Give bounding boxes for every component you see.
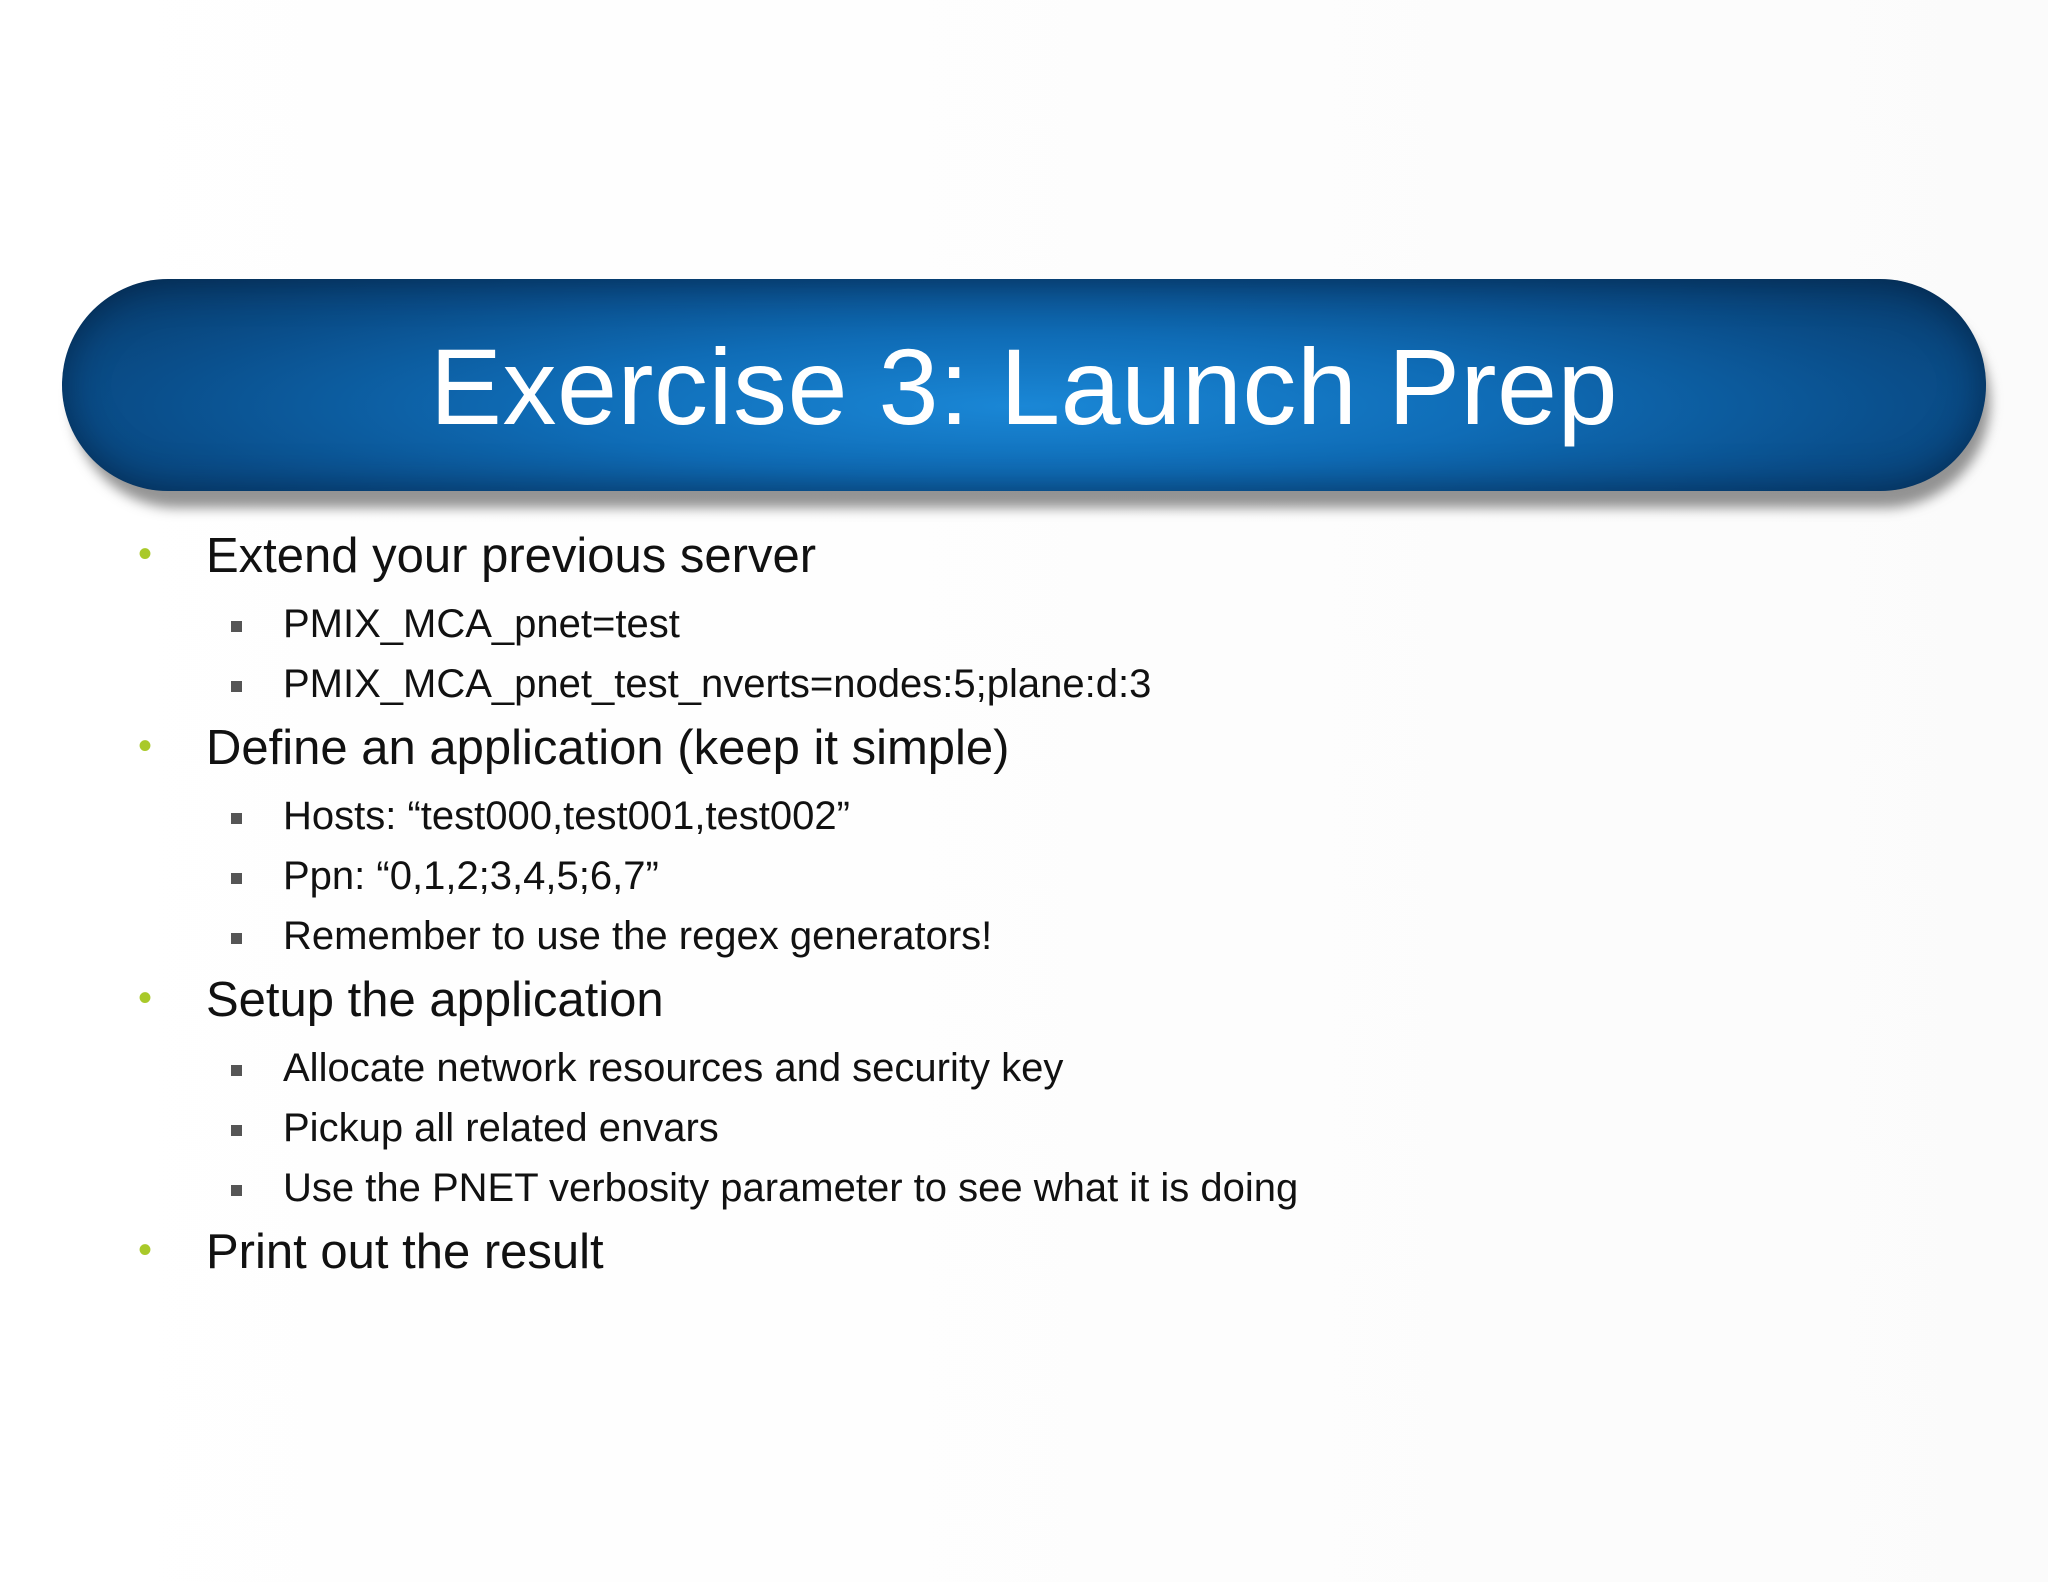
sub-bullet-item [138,1048,1938,1096]
bullet-item [138,1225,1938,1288]
title-bar [62,279,1986,491]
sub-bullet-item [138,1168,1938,1216]
sub-bullet-text: Allocate network resources and security key [283,1046,1064,1090]
square-bullet-icon [231,1125,242,1136]
bullet-list [138,520,1938,1300]
bullet-item [138,529,1938,592]
sub-bullet-item [138,604,1938,652]
sub-bullet-text: Pickup all related envars [283,1106,719,1150]
bullet-text: Extend your previous server [206,529,817,583]
bullet-item [138,973,1938,1036]
bullet-item [138,721,1938,784]
sub-bullet-item [138,916,1938,964]
sub-bullet-text: PMIX_MCA_pnet=test [283,602,680,646]
square-bullet-icon [231,1065,242,1076]
square-bullet-icon [231,933,242,944]
sub-bullet-item [138,796,1938,844]
sub-bullet-text: Hosts: “test000,test001,test002” [283,794,850,838]
bullet-dot-icon: • [138,532,153,576]
bullet-dot-icon: • [138,1228,153,1272]
square-bullet-icon [231,1185,242,1196]
bullet-text: Print out the result [206,1225,604,1279]
sub-bullet-item [138,1108,1938,1156]
sub-bullet-item [138,856,1938,904]
sub-bullet-text: Ppn: “0,1,2;3,4,5;6,7” [283,854,659,898]
bullet-dot-icon: • [138,724,153,768]
square-bullet-icon [231,873,242,884]
sub-bullet-text: Use the PNET verbosity parameter to see what it is doing [283,1166,1299,1210]
square-bullet-icon [231,681,242,692]
sub-bullet-text: Remember to use the regex generators! [283,914,993,958]
sub-bullet-text: PMIX_MCA_pnet_test_nverts=nodes:5;plane:d:3 [283,662,1152,706]
square-bullet-icon [231,813,242,824]
bullet-text: Setup the application [206,973,664,1027]
square-bullet-icon [231,621,242,632]
sub-bullet-item [138,664,1938,712]
bullet-text: Define an application (keep it simple) [206,721,1010,775]
slide-title: Exercise 3: Launch Prep [429,326,1619,447]
bullet-dot-icon: • [138,976,153,1020]
